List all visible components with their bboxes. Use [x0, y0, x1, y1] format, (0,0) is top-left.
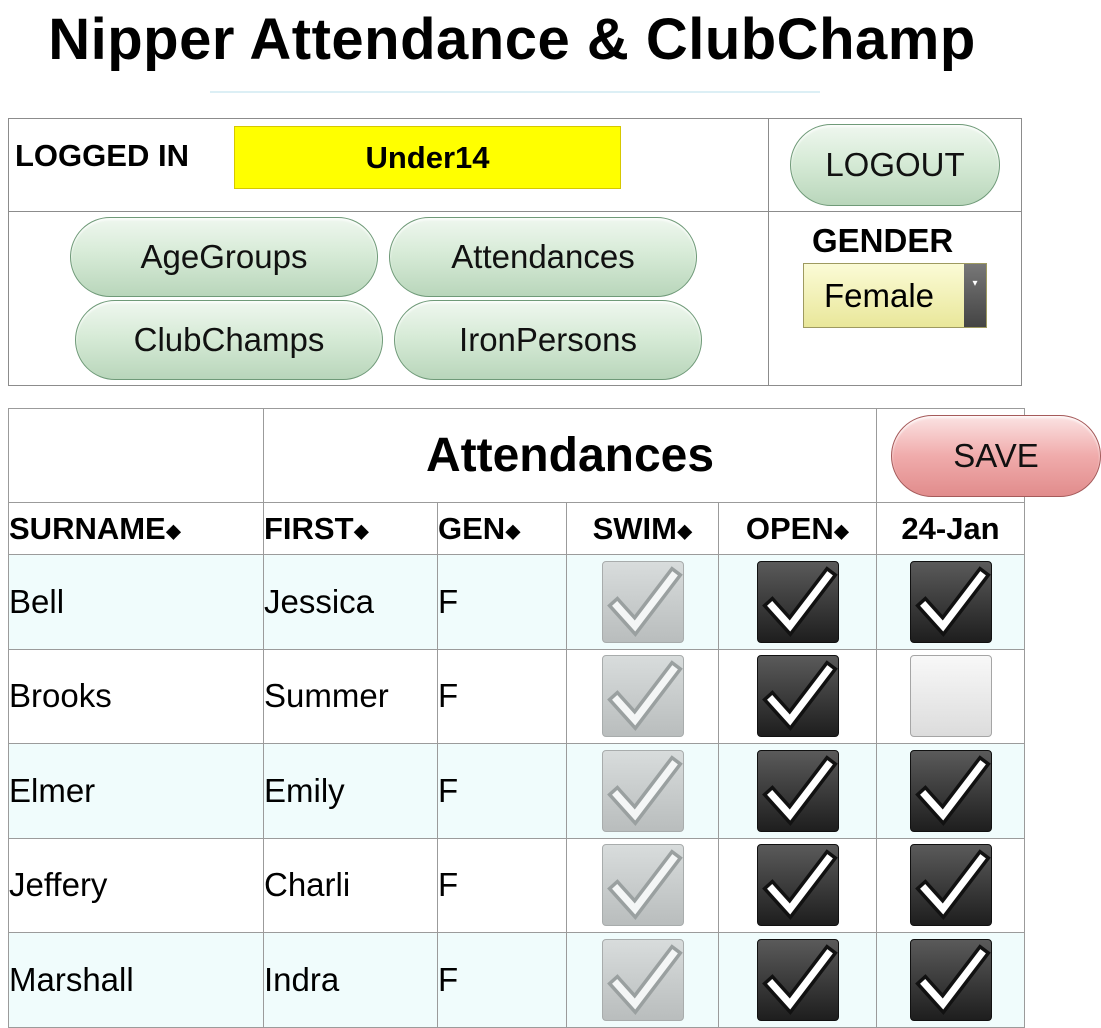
first-name-cell: Charli	[264, 838, 438, 933]
column-header-label: OPEN	[745, 510, 834, 546]
checkmark-icon	[911, 940, 993, 1022]
open-cell	[719, 838, 877, 933]
swim-checkbox	[602, 844, 684, 926]
attendance-table	[8, 408, 1039, 1028]
checkmark-icon	[603, 656, 685, 738]
open-cell	[719, 555, 877, 650]
save-cell	[877, 409, 1039, 503]
checkmark-icon	[758, 940, 840, 1022]
save-button[interactable]: SAVE	[891, 415, 1101, 497]
surname-cell: Jeffery	[9, 838, 264, 933]
panel-divider	[8, 211, 1022, 212]
column-header-first[interactable]	[264, 503, 438, 555]
gender-cell: F	[438, 838, 567, 933]
sort-updown-icon: ◆	[676, 519, 693, 542]
column-header-swim[interactable]	[567, 503, 719, 555]
column-header-row	[9, 503, 1025, 555]
checkmark-icon	[911, 562, 993, 644]
swim-checkbox	[602, 750, 684, 832]
gender-cell: F	[438, 744, 567, 839]
clubchamps-button[interactable]: ClubChamps	[75, 300, 383, 380]
agegroups-button[interactable]: AgeGroups	[70, 217, 378, 297]
logout-button[interactable]: LOGOUT	[790, 124, 1000, 206]
jan24-checkbox[interactable]	[910, 750, 992, 832]
gender-select[interactable]	[803, 263, 987, 328]
gender-cell: F	[438, 649, 567, 744]
column-header-label: SWIM	[592, 510, 677, 546]
swim-cell	[567, 933, 719, 1028]
column-header-label: GEN	[438, 510, 506, 546]
jan24-cell	[877, 649, 1025, 744]
sort-updown-icon: ◆	[165, 519, 182, 542]
checkmark-icon	[758, 845, 840, 927]
open-cell	[719, 649, 877, 744]
swim-checkbox	[602, 655, 684, 737]
jan24-cell	[877, 555, 1025, 650]
logged-in-label: LOGGED IN	[15, 138, 189, 173]
app-title: Nipper Attendance & ClubChamp	[48, 7, 976, 72]
first-name-cell: Indra	[264, 933, 438, 1028]
jan24-cell	[877, 838, 1025, 933]
surname-cell: Brooks	[9, 649, 264, 744]
table-row	[9, 838, 1025, 933]
table-row	[9, 649, 1025, 744]
surname-cell: Marshall	[9, 933, 264, 1028]
column-header-label: FIRST	[264, 510, 354, 546]
table-title-row	[9, 409, 1025, 503]
table-body	[9, 555, 1025, 1028]
swim-cell	[567, 838, 719, 933]
jan24-checkbox[interactable]	[910, 655, 992, 737]
sort-updown-icon: ◆	[353, 519, 369, 542]
title-divider	[210, 91, 820, 93]
attendances-button[interactable]: Attendances	[389, 217, 697, 297]
column-header-open[interactable]	[719, 503, 877, 555]
surname-cell: Elmer	[9, 744, 264, 839]
dropdown-arrow-icon: ▾	[964, 264, 986, 327]
surname-cell: Bell	[9, 555, 264, 650]
checkmark-icon	[603, 562, 685, 644]
checkmark-icon	[758, 562, 840, 644]
checkmark-icon	[911, 751, 993, 833]
swim-checkbox	[602, 561, 684, 643]
open-cell	[719, 933, 877, 1028]
open-checkbox[interactable]	[757, 750, 839, 832]
gender-select-value: Female	[824, 277, 935, 314]
checkmark-icon	[603, 845, 685, 927]
gender-cell: F	[438, 555, 567, 650]
jan24-cell	[877, 933, 1025, 1028]
open-checkbox[interactable]	[757, 655, 839, 737]
empty-cell	[9, 409, 264, 503]
checkmark-icon	[758, 656, 840, 738]
gender-label: GENDER	[812, 222, 954, 259]
open-checkbox[interactable]	[757, 844, 839, 926]
first-name-cell: Emily	[264, 744, 438, 839]
table-row	[9, 933, 1025, 1028]
column-header-label: SURNAME	[9, 510, 166, 546]
jan24-cell	[877, 744, 1025, 839]
swim-cell	[567, 744, 719, 839]
checkmark-icon	[758, 751, 840, 833]
sort-updown-icon: ◆	[833, 519, 850, 542]
gender-cell: F	[438, 933, 567, 1028]
swim-cell	[567, 555, 719, 650]
open-checkbox[interactable]	[757, 561, 839, 643]
first-name-cell: Jessica	[264, 555, 438, 650]
section-title: Attendances	[264, 409, 877, 503]
jan24-checkbox[interactable]	[910, 939, 992, 1021]
column-header-surname[interactable]	[9, 503, 264, 555]
ironpersons-button[interactable]: IronPersons	[394, 300, 702, 380]
checkmark-icon	[911, 845, 993, 927]
jan24-checkbox[interactable]	[910, 844, 992, 926]
panel-divider	[768, 118, 769, 386]
column-header-gen[interactable]	[438, 503, 567, 555]
sort-updown-icon: ◆	[505, 519, 521, 542]
first-name-cell: Summer	[264, 649, 438, 744]
swim-cell	[567, 649, 719, 744]
table-row	[9, 555, 1025, 650]
swim-checkbox	[602, 939, 684, 1021]
column-header-date	[877, 503, 1025, 555]
open-checkbox[interactable]	[757, 939, 839, 1021]
attendance-table-wrap	[8, 408, 1039, 1028]
current-user-badge: Under14	[234, 126, 621, 189]
checkmark-icon	[603, 940, 685, 1022]
column-header-label: 24-Jan	[901, 510, 1000, 546]
open-cell	[719, 744, 877, 839]
table-row	[9, 744, 1025, 839]
checkmark-icon	[603, 751, 685, 833]
jan24-checkbox[interactable]	[910, 561, 992, 643]
